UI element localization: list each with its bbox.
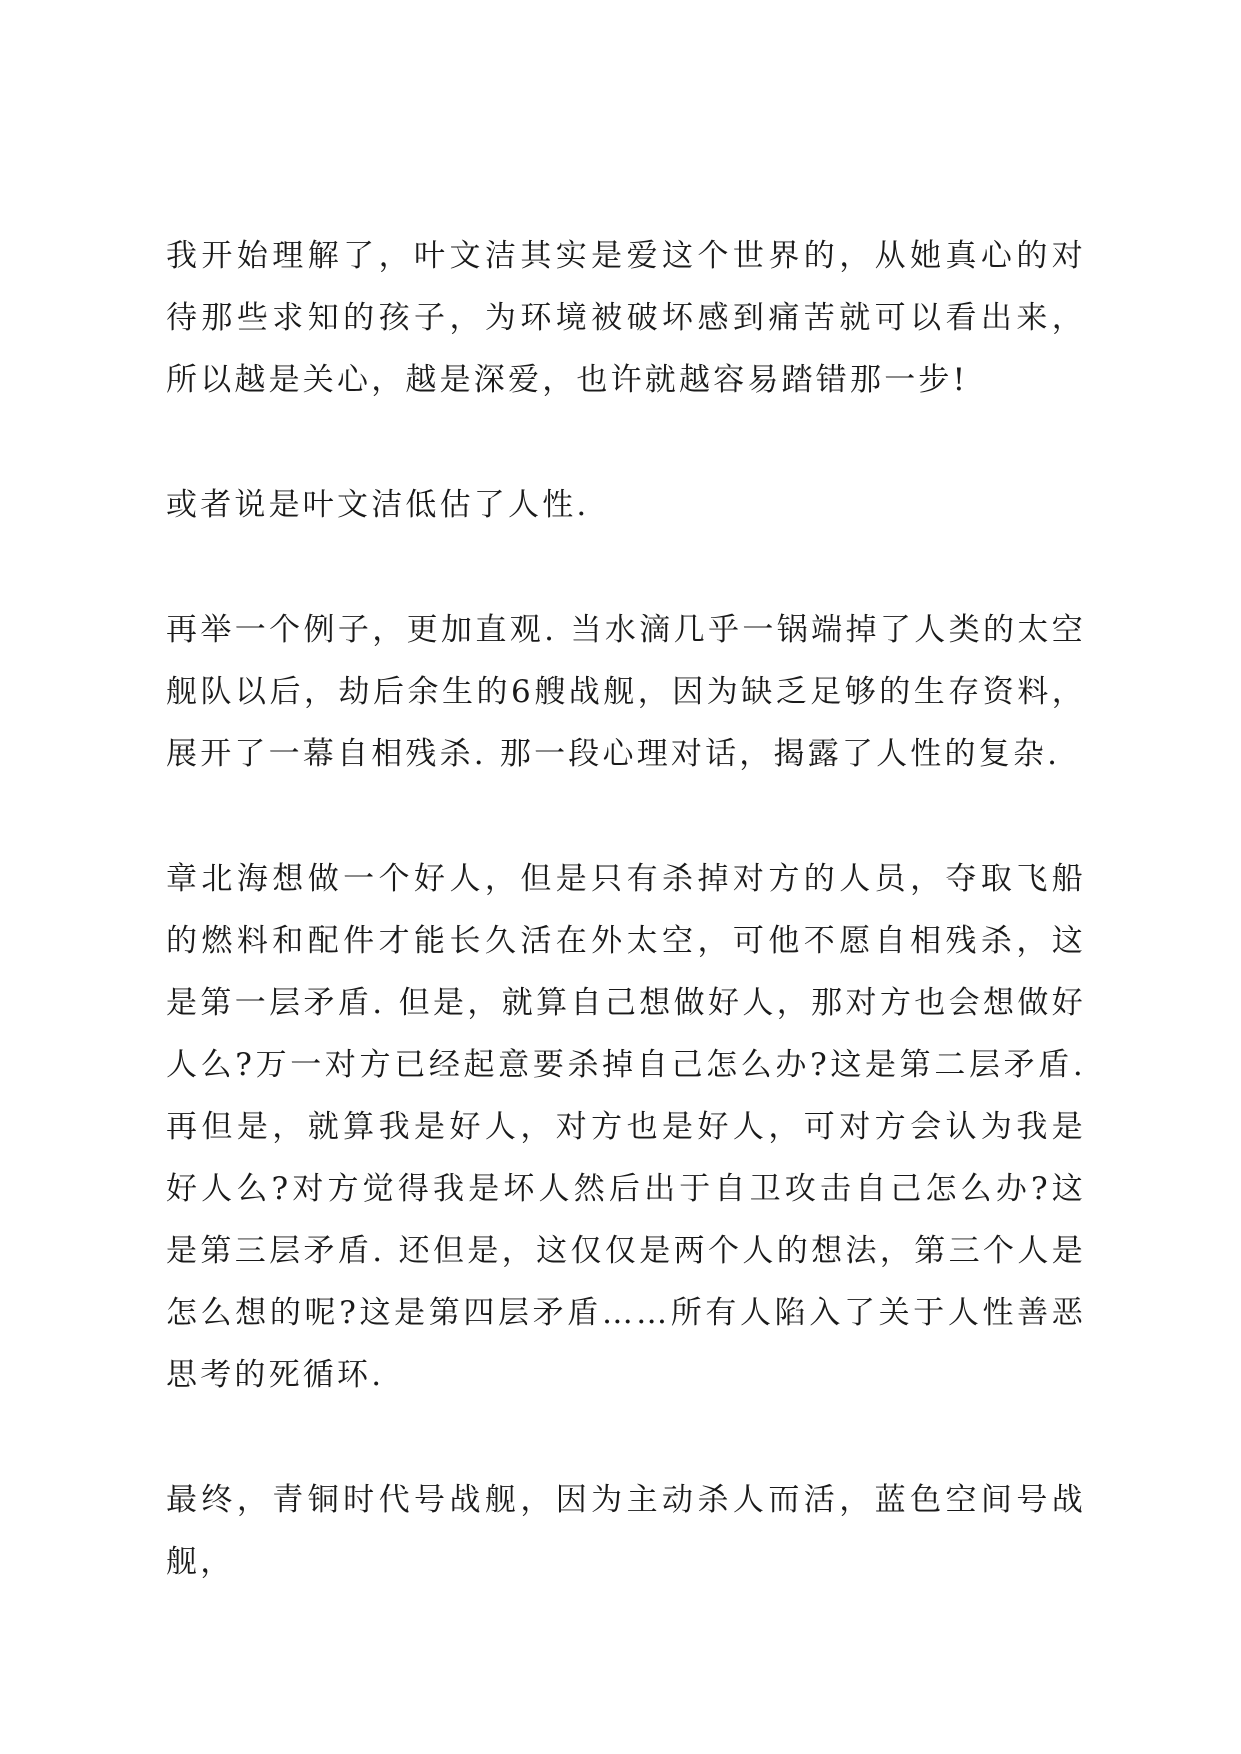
paragraph-1: 我开始理解了，叶文洁其实是爱这个世界的，从她真心的对待那些求知的孩子，为环境被破坏感到痛苦就可以看出来，所以越是关心，越是深爱，也许就越容易踏错那一步! xyxy=(166,238,1086,398)
paragraph-5: 最终，青铜时代号战舰，因为主动杀人而活，蓝色空间号战舰， xyxy=(166,1482,1086,1580)
paragraph-4: 章北海想做一个好人，但是只有杀掉对方的人员，夺取飞船的燃料和配件才能长久活在外太空，可他不愿自相残杀，这是第一层矛盾. 但是，就算自己想做好人，那对方也会想做好人么?万一对方已经起意要杀掉自己怎么办?这是第二层矛盾. 再但是，就算我是好人，对方也是好人，可对方会认为我是好人么?对方觉得我是坏人然后出于自卫攻击自己怎么办?这是第三层矛盾. 还但是，这仅仅是两个人的想法，第三个人是怎么想的呢?这是第四层矛盾……所有人陷入了关于人性善恶思考的死循环. xyxy=(166,861,1086,1393)
paragraph-2: 或者说是叶文洁低估了人性. xyxy=(166,487,590,523)
paragraph-3: 再举一个例子，更加直观. 当水滴几乎一锅端掉了人类的太空舰队以后，劫后余生的6艘战舰，因为缺乏足够的生存资料，展开了一幕自相残杀. 那一段心理对话，揭露了人性的复杂. xyxy=(166,612,1086,772)
document-body xyxy=(166,225,1086,1656)
